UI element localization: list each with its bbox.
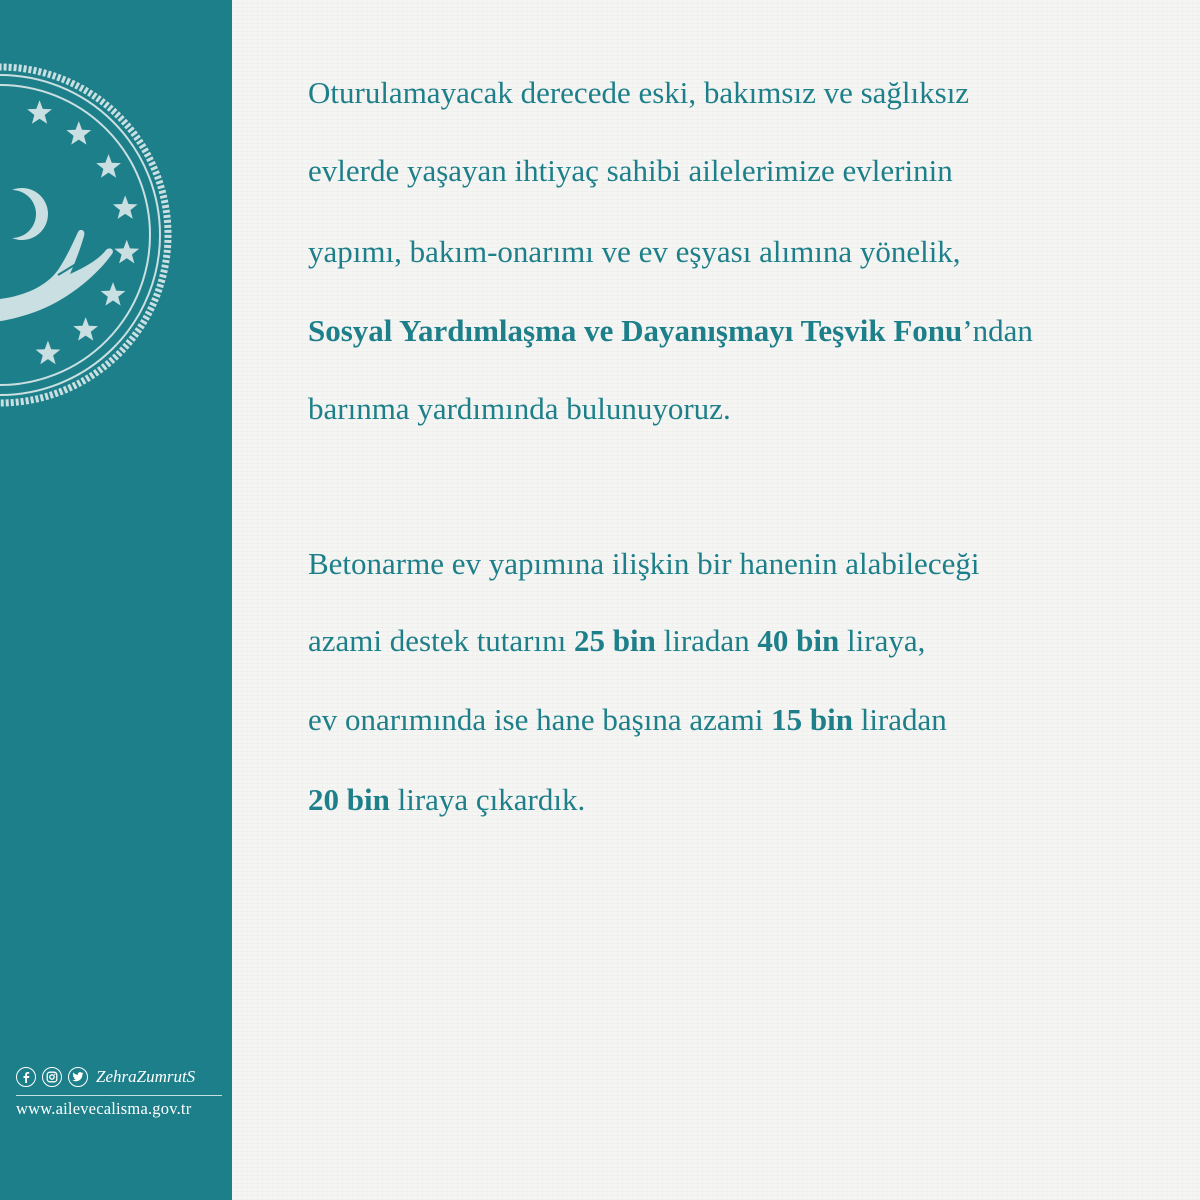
paragraph-2-line-1: Betonarme ev yapımına ilişkin bir hanenin alabileceği: [308, 546, 980, 581]
website-link[interactable]: www.ailevecalisma.gov.tr: [16, 1099, 192, 1118]
fund-suffix: ’ndan: [962, 313, 1033, 348]
fund-name: Sosyal Yardımlaşma ve Dayanışmayı Teşvik Fonu: [308, 313, 963, 348]
paragraph-2-line-4: [308, 784, 585, 815]
emblem-star-icon: [96, 154, 121, 178]
amount-20-bin: 20 bin: [308, 782, 390, 817]
paragraph-2-line-2: [308, 625, 925, 656]
twitter-icon[interactable]: [68, 1067, 88, 1087]
paragraph-1-line-1: Oturulamayacak derecede eski, bakımsız ve sağlıksız: [308, 75, 970, 110]
text-span: ev onarımında ise hane başına azami: [308, 702, 772, 737]
text-span: liraya,: [839, 623, 926, 658]
emblem-star-icon: [36, 341, 61, 365]
text-span: liraya çıkardık.: [389, 782, 586, 817]
paragraph-1-line-3: yapımı, bakım-onarımı ve ev eşyası alımına yönelik,: [308, 234, 961, 269]
amount-15-bin: 15 bin: [771, 702, 853, 737]
paragraph-1-line-4: [308, 315, 1033, 346]
amount-25-bin: 25 bin: [573, 623, 656, 658]
paragraph-1-line-2: evlerde yaşayan ihtiyaç sahibi ailelerimize evlerinin: [308, 153, 953, 188]
sidebar: [0, 0, 232, 1200]
footer-divider: [16, 1095, 222, 1096]
emblem-star-icon: [73, 317, 98, 341]
social-links: [16, 1064, 195, 1090]
instagram-icon[interactable]: [42, 1067, 62, 1087]
ministry-emblem-icon: [0, 60, 232, 420]
emblem-star-icon: [113, 195, 138, 219]
text-span: azami destek tutarını: [308, 623, 574, 658]
facebook-icon[interactable]: [16, 1067, 36, 1087]
emblem-star-icon: [114, 240, 139, 264]
emblem-star-icon: [66, 121, 91, 145]
paragraph-1-line-5: barınma yardımında bulunuyoruz.: [308, 391, 731, 426]
amount-40-bin: 40 bin: [757, 623, 840, 658]
social-handle[interactable]: ZehraZumrutS: [96, 1067, 196, 1086]
emblem-star-icon: [101, 282, 126, 306]
paragraph-2-line-3: [308, 704, 947, 735]
text-span: liradan: [852, 702, 947, 737]
emblem-star-icon: [27, 100, 52, 124]
text-span: liradan: [655, 623, 758, 658]
